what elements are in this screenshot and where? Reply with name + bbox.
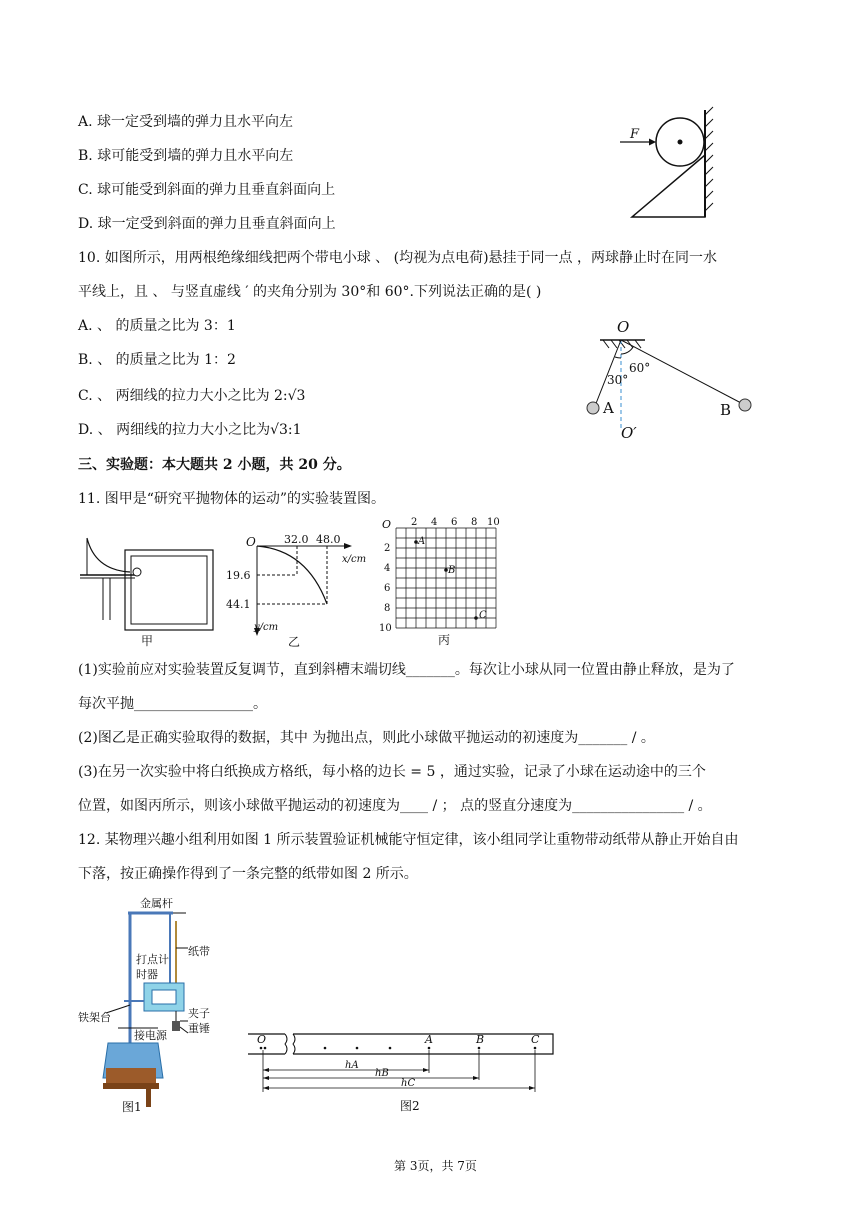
q9-option-a: A. 球一定受到墙的弹力且水平向左	[78, 114, 294, 130]
q12-fig1-clip: 夹子	[188, 1007, 210, 1020]
q11-fig-bing-c: C	[479, 610, 487, 621]
q12-fig1-power: 接电源	[134, 1029, 167, 1042]
q10-stem-line1: 10. 如图所示，用两根绝缘细线把两个带电小球 、 (均视为点电荷)悬挂于同一点 ，两球静止时在同一水	[78, 250, 717, 266]
q11-figure-bing	[378, 514, 513, 649]
q11-part2: (2)图乙是正确实验取得的数据，其中 为抛出点，则此小球做平抛运动的初速度为_______ / 。	[78, 730, 655, 746]
q11-fig-yi-y2: 44.1	[226, 598, 251, 611]
q10-figure	[585, 318, 765, 443]
q12-fig2-hc: hC	[401, 1078, 416, 1089]
q11-fig-yi-x1: 32.0	[284, 533, 309, 546]
q11-fig-bing-caption: 丙	[438, 633, 451, 647]
q12-figure-2	[245, 1028, 560, 1118]
q10-option-c: C. 、 两细线的拉力大小之比为 2:√3	[78, 388, 306, 404]
q10-fig-b: B	[720, 401, 732, 419]
q12-fig1-timer2: 时器	[136, 968, 158, 981]
q11-fig-yi-y1: 19.6	[226, 569, 251, 582]
q9-fig-label-f: F	[630, 127, 640, 142]
q11-fig-bing-xtick-2: 2	[411, 517, 418, 528]
q12-fig1-caption: 图1	[122, 1100, 142, 1114]
q10-option-a: A. 、 的质量之比为 3：1	[78, 318, 236, 334]
q12-fig2-c: C	[531, 1033, 540, 1046]
q11-part1-line2: 每次平抛_________________。	[78, 696, 267, 712]
q12-fig2-hb: hB	[375, 1068, 389, 1079]
q10-fig-oprime: O′	[621, 424, 637, 442]
q10-option-b: B. 、 的质量之比为 1：2	[78, 352, 236, 368]
q12-stem-line1: 12. 某物理兴趣小组利用如图 1 所示装置验证机械能守恒定律，该小组同学让重物带动纸带从静止开始自由	[78, 832, 739, 848]
q12-fig1-tape: 纸带	[188, 945, 210, 958]
q11-part1-line1: (1)实验前应对实验装置反复调节，直到斜槽末端切线_______。每次让小球从同一位置由静止释放，是为了	[78, 662, 735, 678]
q9-option-c: C. 球可能受到斜面的弹力且垂直斜面向上	[78, 182, 336, 198]
q11-fig-yi-xunit: x/cm	[342, 554, 367, 565]
q11-figure-jia	[75, 530, 225, 650]
q11-fig-bing-b: B	[448, 565, 456, 576]
q9-option-b: B. 球可能受到墙的弹力且水平向左	[78, 148, 294, 164]
q10-option-d: D. 、 两细线的拉力大小之比为√3:1	[78, 422, 302, 438]
q12-fig1-weight: 重锤	[188, 1022, 210, 1035]
q11-fig-jia-caption: 甲	[141, 634, 154, 648]
q10-fig-a: A	[603, 399, 614, 417]
q10-fig-o: O	[617, 318, 630, 336]
q11-fig-bing-xtick-6: 6	[451, 517, 458, 528]
q12-figure-1	[78, 893, 228, 1118]
q10-fig-angle30: 30°	[607, 373, 629, 387]
q11-fig-yi-yunit: y/cm	[254, 622, 279, 633]
q9-figure	[610, 105, 720, 225]
q11-fig-bing-xtick-10: 10	[487, 517, 500, 528]
q12-stem-line2: 下落，按正确操作得到了一条完整的纸带如图 2 所示。	[78, 866, 418, 882]
q11-figure-yi	[222, 532, 372, 657]
q11-fig-yi-x2: 48.0	[316, 533, 341, 546]
q10-stem-line2: 平线上，且 、 与竖直虚线 ′ 的夹角分别为 30°和 60°.下列说法正确的是( )	[78, 284, 542, 300]
q11-fig-bing-o: O	[382, 518, 392, 531]
q11-fig-yi-caption: 乙	[288, 635, 301, 649]
q11-fig-bing-ytick-6: 6	[384, 583, 391, 594]
q12-fig1-stand: 铁架台	[78, 1011, 111, 1024]
q9-option-d: D. 球一定受到斜面的弹力且垂直斜面向上	[78, 216, 336, 232]
q11-fig-bing-ytick-2: 2	[384, 543, 391, 554]
q11-fig-bing-xtick-4: 4	[431, 517, 438, 528]
q12-fig2-a: A	[425, 1033, 433, 1046]
q11-part3-line2: 位置，如图丙所示，则该小球做平抛运动的初速度为____ / ； 点的竖直分速度为________________ / 。	[78, 798, 712, 814]
q12-fig2-caption: 图2	[400, 1099, 420, 1113]
q12-fig2-b: B	[476, 1033, 485, 1046]
q11-fig-bing-ytick-10: 10	[379, 623, 392, 634]
q11-fig-bing-ytick-8: 8	[384, 603, 391, 614]
q11-fig-bing-ytick-4: 4	[384, 563, 391, 574]
q10-fig-angle60: 60°	[629, 361, 651, 375]
q11-part3-line1: (3)在另一次实验中将白纸换成方格纸，每小格的边长 = 5 ，通过实验，记录了小球在运动途中的三个	[78, 764, 706, 780]
q11-intro: 11. 图甲是“研究平抛物体的运动”的实验装置图。	[78, 491, 386, 507]
q11-fig-yi-o: O	[246, 535, 256, 549]
q11-fig-bing-a: A	[418, 536, 426, 547]
q12-fig2-o: O	[257, 1033, 267, 1046]
page-footer: 第 3页，共 7页	[394, 1159, 477, 1173]
section-heading: 三、实验题：本大题共 2 小题，共 20 分。	[78, 457, 351, 473]
q12-fig1-rod: 金属杆	[140, 897, 173, 910]
q12-fig1-timer1: 打点计	[136, 953, 169, 966]
q12-fig2-ha: hA	[345, 1060, 359, 1071]
q11-fig-bing-xtick-8: 8	[471, 517, 478, 528]
